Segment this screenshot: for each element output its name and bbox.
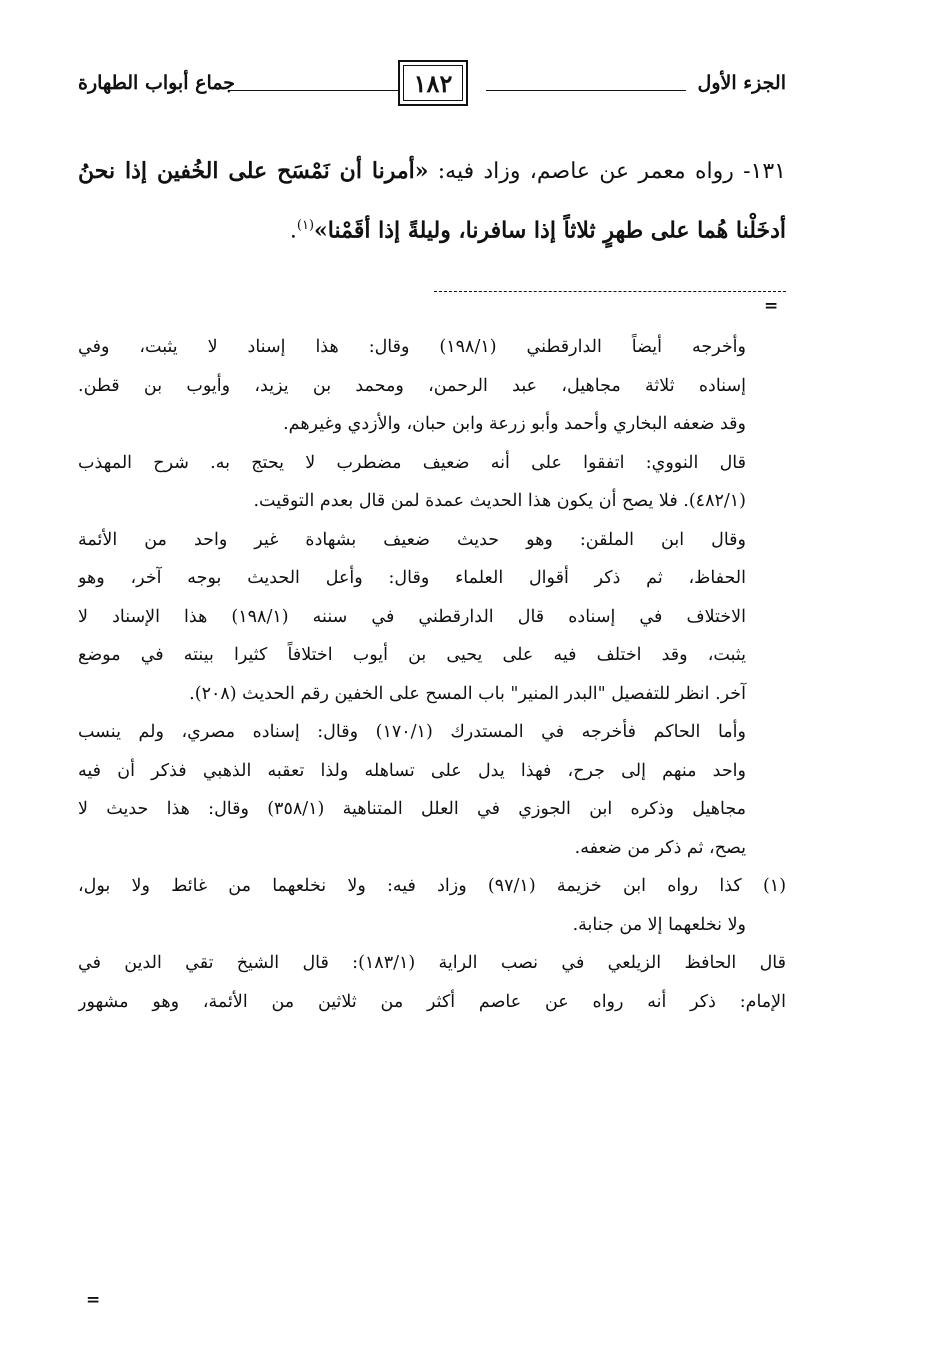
- footnote-line: واحد منهم إلى جرح، فهذا يدل على تساهله ولذا تعقبه الذهبي فذكر أن فيه: [78, 760, 746, 781]
- header-rule-right: [486, 90, 686, 91]
- footnote-1-line: الإمام: ذكر أنه رواه عن عاصم أكثر من ثلاثين من الأئمة، وهو مشهور: [78, 991, 786, 1012]
- footnote-line: وقال ابن الملقن: وهو حديث ضعيف بشهادة غير واحد من الأئمة: [78, 529, 746, 550]
- footnotes: [78, 328, 786, 1021]
- hadith-intro: ١٣١- رواه معمر عن عاصم، وزاد فيه:: [428, 159, 786, 184]
- footnote-line: (٤٨٢/١). فلا يصح أن يكون هذا الحديث عمدة لمن قال بعدم التوقيت.: [253, 491, 746, 511]
- footnote-1-line: ولا نخلعهما إلا من جنابة.: [572, 914, 746, 935]
- volume-label: الجزء الأول: [697, 72, 786, 94]
- footnote-line: الاختلاف في إسناده قال الدارقطني في سننه (١٩٨/١) هذا الإسناد لا: [78, 606, 746, 627]
- footnote-line: آخر. انظر للتفصيل "البدر المنير" باب المسح على الخفين رقم الحديث (٢٠٨).: [189, 683, 746, 704]
- footnote-line: وقد ضعفه البخاري وأحمد وأبو زرعة وابن حبان، والأزدي وغيرهم.: [283, 414, 746, 434]
- footnote-line: الحفاظ، ثم ذكر أقوال العلماء وقال: وأعل الحديث بوجه آخر، وهو: [78, 568, 746, 588]
- footnote-line: يثبت، وقد اختلف فيه على يحيى بن أيوب اختلافاً كثيرا بينته في موضع: [78, 645, 746, 665]
- footnote-line: إسناده ثلاثة مجاهيل، عبد الرحمن، ومحمد بن يزيد، وأيوب بن قطن.: [78, 375, 746, 396]
- continuation-mark-bottom: =: [86, 1290, 101, 1310]
- footnote-1-line: قال الحافظ الزيلعي في نصب الراية (١٨٣/١): قال الشيخ تقي الدين في: [78, 953, 786, 973]
- hadith-quote: «أمرنا أن نَمْسَح على الخُفين إذا نحنُ أدخَلْنا هُما على طهرٍ ثلاثاً إذا سافرنا، وليلةً إذا أقَمْنا»: [78, 158, 786, 244]
- page-number: ١٨٢: [398, 60, 468, 106]
- footnote-ref: (١): [296, 218, 315, 233]
- hadith-end: .: [289, 218, 297, 244]
- continuation-mark-top: =: [764, 296, 779, 316]
- chapter-title: جماع أبواب الطهارة: [78, 72, 235, 94]
- header-rule-left: [228, 90, 398, 91]
- footnote-separator: [434, 291, 786, 292]
- footnote-line: يصح، ثم ذكر من ضعفه.: [574, 837, 746, 858]
- footnote-line: قال النووي: اتفقوا على أنه ضعيف مضطرب لا يحتج به. شرح المهذب: [78, 452, 746, 473]
- footnote-line: مجاهيل وذكره ابن الجوزي في العلل المتناهية (٣٥٨/١) وقال: هذا حديث لا: [78, 799, 746, 819]
- running-header: [78, 58, 786, 112]
- footnote-1-line: (١) كذا رواه ابن خزيمة (٩٧/١) وزاد فيه: ولا نخلعهما من غائط ولا بول،: [78, 876, 786, 896]
- hadith-text: [78, 144, 786, 258]
- footnote-line: وأخرجه أيضاً الدارقطني (١٩٨/١) وقال: هذا إسناد لا يثبت، وفي: [78, 337, 746, 357]
- footnote-line: وأما الحاكم فأخرجه في المستدرك (١٧٠/١) وقال: إسناده مصري، ولم ينسب: [78, 722, 746, 742]
